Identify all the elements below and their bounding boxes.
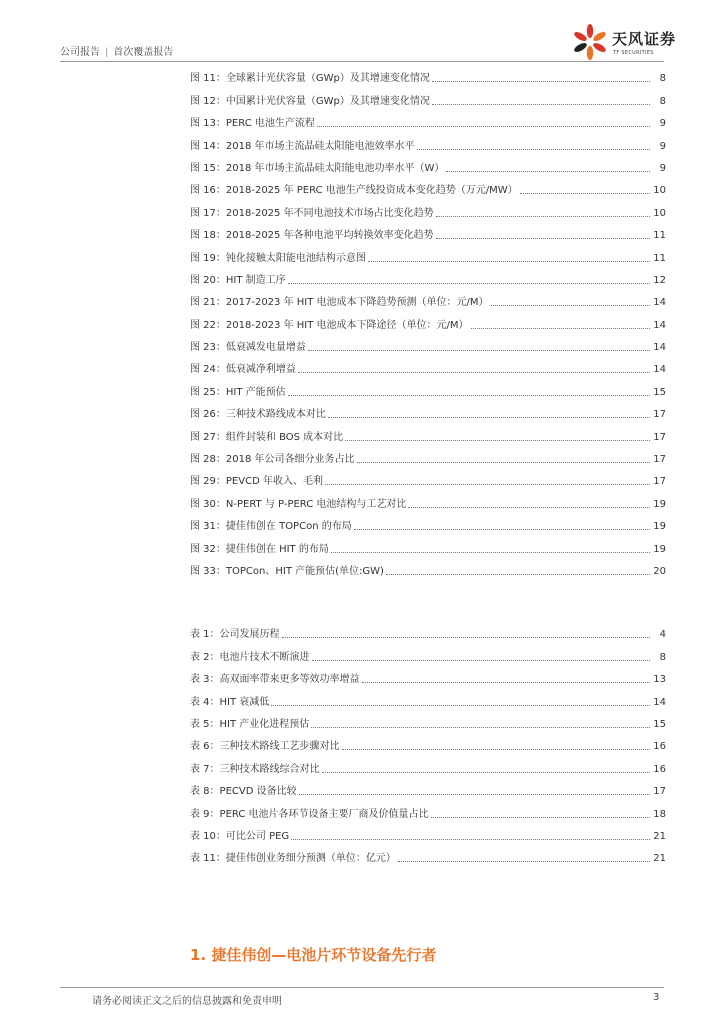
figure-entry[interactable] [190, 88, 666, 110]
table-entry-page: 16 [653, 741, 666, 753]
figure-entry[interactable] [190, 357, 666, 379]
figure-entry-label: 图 26：三种技术路线成本对比 [190, 409, 326, 421]
figure-entry-label: 图 22：2018-2023 年 HIT 电池成本下降途径（单位：元/M） [190, 319, 469, 331]
figure-entry-label: 图 13：PERC 电池生产流程 [190, 118, 315, 130]
dot-leader [331, 552, 650, 553]
figure-entry-page: 14 [653, 364, 666, 376]
table-entry-page: 4 [659, 629, 666, 641]
figure-entry[interactable] [190, 447, 666, 469]
dot-leader [431, 817, 650, 818]
table-entry[interactable] [190, 622, 666, 644]
figure-entry[interactable] [190, 424, 666, 446]
figure-entry[interactable] [190, 379, 666, 401]
table-entry-label: 表 2：电池片技术不断演进 [190, 651, 310, 663]
figure-entry-label: 图 16：2018-2025 年 PERC 电池生产线投资成本变化趋势（万元/MW） [190, 185, 518, 197]
header-separator: | [105, 47, 109, 58]
figure-entry-page: 17 [653, 454, 666, 466]
table-entry-page: 21 [653, 830, 666, 842]
figure-entry-page: 8 [659, 73, 666, 85]
table-entry-label: 表 5：HIT 产业化进程预估 [190, 718, 310, 730]
logo-text-en: TF SECURITIES [613, 50, 654, 56]
table-entry[interactable] [190, 846, 666, 868]
dot-leader [354, 529, 650, 530]
figure-entry[interactable] [190, 111, 666, 133]
table-entry-label: 表 9：PERC 电池片各环节设备主要厂商及价值量占比 [190, 808, 429, 820]
figure-entry-page: 9 [659, 140, 666, 152]
figure-entry[interactable] [190, 559, 666, 581]
figure-entry-label: 图 24：低衰减净利增益 [190, 364, 296, 376]
figure-entry-page: 14 [653, 297, 666, 309]
figure-entry-page: 17 [653, 431, 666, 443]
dot-leader [471, 328, 650, 329]
dot-leader [362, 682, 650, 683]
figure-entry[interactable] [190, 402, 666, 424]
figure-entry[interactable] [190, 268, 666, 290]
figure-entry[interactable] [190, 514, 666, 536]
table-entry[interactable] [190, 644, 666, 666]
dot-leader [288, 395, 650, 396]
table-list [190, 622, 666, 868]
dot-leader [317, 126, 650, 127]
figure-entry-page: 10 [653, 207, 666, 219]
dot-leader [417, 149, 650, 150]
figure-entry[interactable] [190, 245, 666, 267]
figure-entry-page: 11 [653, 230, 666, 242]
table-entry[interactable] [190, 689, 666, 711]
table-entry-page: 16 [653, 763, 666, 775]
table-entry[interactable] [190, 779, 666, 801]
figure-entry-label: 图 28：2018 年公司各细分业务占比 [190, 454, 355, 466]
dot-leader [432, 81, 650, 82]
table-entry-label: 表 6：三种技术路线工艺步骤对比 [190, 741, 340, 753]
figure-entry-label: 图 30：N-PERT 与 P-PERC 电池结构与工艺对比 [190, 498, 407, 510]
dot-leader [282, 637, 650, 638]
figure-entry-label: 图 31：捷佳伟创在 TOPCon 的布局 [190, 521, 352, 533]
dot-leader [368, 261, 650, 262]
figure-entry-label: 图 21：2017-2023 年 HIT 电池成本下降趋势预测（单位：元/M） [190, 297, 489, 309]
section-title: 1. 捷佳伟创—电池片环节设备先行者 [190, 946, 437, 964]
dot-leader [311, 727, 650, 728]
table-entry[interactable] [190, 801, 666, 823]
dot-leader [342, 749, 650, 750]
dot-leader [298, 372, 650, 373]
dot-leader [345, 440, 650, 441]
dot-leader [288, 283, 650, 284]
table-entry[interactable] [190, 712, 666, 734]
logo-text-cn: 天风证券 [612, 30, 677, 48]
dot-leader [446, 171, 650, 172]
dot-leader [299, 794, 650, 795]
figure-entry-page: 9 [659, 118, 666, 130]
report-subtype: 首次覆盖报告 [113, 47, 174, 58]
figure-entry[interactable] [190, 66, 666, 88]
figure-entry-label: 图 27：组件封装和 BOS 成本对比 [190, 431, 344, 443]
figure-entry-label: 图 19：钝化接触太阳能电池结构示意图 [190, 252, 366, 264]
figure-entry[interactable] [190, 536, 666, 558]
table-entry-label: 表 3：高双面率带来更多等效功率增益 [190, 674, 360, 686]
dot-leader [328, 417, 650, 418]
figure-entry-page: 17 [653, 476, 666, 488]
figure-entry[interactable] [190, 133, 666, 155]
figure-entry-page: 10 [653, 185, 666, 197]
figure-list [190, 66, 666, 581]
figure-entry-page: 17 [653, 409, 666, 421]
figure-entry-label: 图 32：捷佳伟创在 HIT 的布局 [190, 543, 329, 555]
table-entry[interactable] [190, 756, 666, 778]
dot-leader [436, 238, 650, 239]
figure-entry[interactable] [190, 223, 666, 245]
figure-entry-label: 图 15：2018 年市场主流晶硅太阳能电池功率水平（W） [190, 162, 445, 174]
header-divider [60, 61, 664, 62]
figure-entry[interactable] [190, 469, 666, 491]
figure-entry-page: 11 [653, 252, 666, 264]
report-type: 公司报告 [60, 47, 100, 58]
table-entry-label: 表 10：可比公司 PEG [190, 830, 290, 842]
figure-entry[interactable] [190, 335, 666, 357]
figure-entry-label: 图 18：2018-2025 年各种电池平均转换效率变化趋势 [190, 230, 434, 242]
figure-entry[interactable] [190, 290, 666, 312]
figure-entry-page: 20 [653, 565, 666, 577]
table-entry[interactable] [190, 667, 666, 689]
figure-entry-label: 图 29：PEVCD 年收入、毛利 [190, 476, 323, 488]
figure-entry-page: 15 [653, 386, 666, 398]
table-entry-label: 表 11：捷佳伟创业务细分预测（单位：亿元） [190, 853, 396, 865]
figure-entry-page: 12 [653, 274, 666, 286]
dot-leader [322, 772, 650, 773]
table-entry-page: 21 [653, 853, 666, 865]
figure-entry-page: 9 [659, 162, 666, 174]
figure-entry-label: 图 23：低衰减发电量增益 [190, 342, 306, 354]
figure-entry-label: 图 33：TOPCon、HIT 产能预估(单位:GW) [190, 565, 384, 577]
page-number: 3 [653, 992, 660, 1003]
figure-entry[interactable] [190, 200, 666, 222]
dot-leader [308, 350, 650, 351]
footer-divider [60, 987, 664, 988]
dot-leader [436, 216, 650, 217]
dot-leader [312, 660, 650, 661]
figure-entry-label: 图 20：HIT 制造工序 [190, 274, 286, 286]
table-entry-page: 17 [653, 786, 666, 798]
table-entry[interactable] [190, 734, 666, 756]
figure-entry[interactable] [190, 312, 666, 334]
figure-entry[interactable] [190, 156, 666, 178]
figure-entry[interactable] [190, 491, 666, 513]
figure-entry-label: 图 12：中国累计光伏容量（GWp）及其增速变化情况 [190, 95, 430, 107]
dot-leader [520, 193, 650, 194]
figure-entry-label: 图 25：HIT 产能预估 [190, 386, 286, 398]
figure-entry-page: 8 [659, 95, 666, 107]
figure-entry-page: 19 [653, 521, 666, 533]
figure-entry-label: 图 17：2018-2025 年不同电池技术市场占比变化趋势 [190, 207, 434, 219]
dot-leader [357, 462, 650, 463]
table-entry-page: 8 [659, 651, 666, 663]
dot-leader [291, 839, 650, 840]
table-entry[interactable] [190, 824, 666, 846]
table-entry-page: 14 [653, 696, 666, 708]
table-entry-page: 13 [653, 674, 666, 686]
dot-leader [386, 574, 650, 575]
table-entry-label: 表 8：PECVD 设备比较 [190, 786, 297, 798]
dot-leader [271, 705, 650, 706]
footer-disclaimer: 请务必阅读正文之后的信息披露和免责申明 [92, 996, 282, 1007]
figure-entry-label: 图 14：2018 年市场主流晶硅太阳能电池效率水平 [190, 140, 415, 152]
dot-leader [432, 104, 650, 105]
report-header [60, 43, 173, 58]
dot-leader [408, 507, 650, 508]
figure-entry-page: 19 [653, 543, 666, 555]
table-entry-page: 15 [653, 718, 666, 730]
table-entry-label: 表 7：三种技术路线综合对比 [190, 763, 320, 775]
figure-entry-page: 19 [653, 498, 666, 510]
table-entry-label: 表 1：公司发展历程 [190, 629, 280, 641]
table-entry-page: 18 [653, 808, 666, 820]
figure-entry-page: 14 [653, 342, 666, 354]
figure-entry-label: 图 11：全球累计光伏容量（GWp）及其增速变化情况 [190, 73, 430, 85]
table-entry-label: 表 4：HIT 衰减低 [190, 696, 270, 708]
figure-entry-page: 14 [653, 319, 666, 331]
dot-leader [491, 305, 650, 306]
dot-leader [325, 484, 650, 485]
figure-entry[interactable] [190, 178, 666, 200]
dot-leader [398, 861, 650, 862]
